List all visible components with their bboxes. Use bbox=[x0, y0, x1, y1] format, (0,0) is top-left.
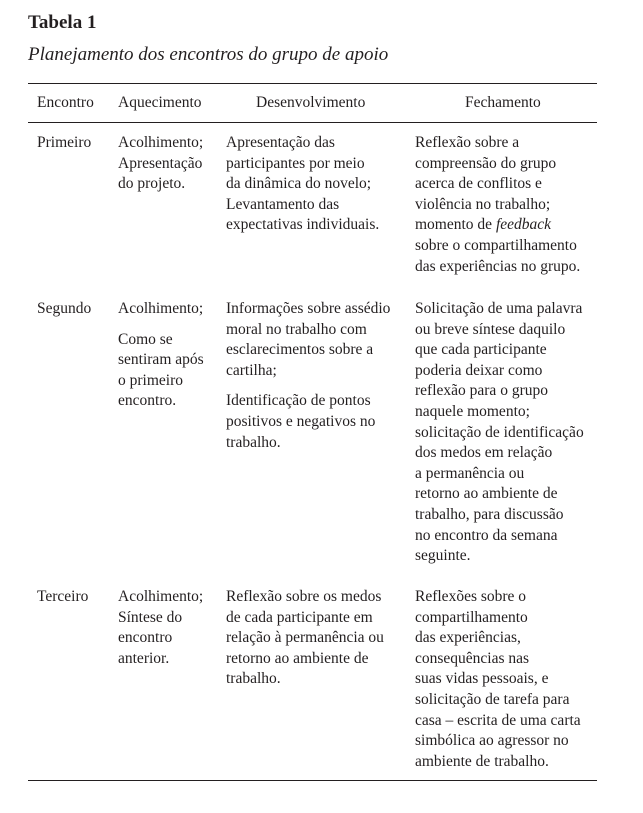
table-label: Tabela 1 bbox=[28, 12, 97, 33]
cell-fechamento: Solicitação de uma palavra ou breve síntese daquilo que cada participante poderia deixar como reflexão para o grupo naquele momento; solicitação de identificação dos medos em relação a permanência ou retorno ao ambiente de trabalho, para discussão no encontro da semana seguinte. bbox=[415, 300, 584, 565]
cell-desenvolvimento bbox=[226, 587, 384, 700]
cell-paragraph: Acolhimento; Síntese do encontro anterior. bbox=[118, 588, 204, 667]
cell-aquecimento bbox=[118, 587, 203, 679]
header-aquecimento: Aquecimento bbox=[118, 94, 202, 111]
cell-paragraph: Reflexão sobre os medos de cada participante em relação à permanência ou retorno ao ambiente de trabalho. bbox=[226, 588, 384, 688]
bottom-rule bbox=[28, 780, 597, 781]
cell-encontro: Segundo bbox=[37, 300, 92, 317]
cell-paragraph: Acolhimento; Apresentação do projeto. bbox=[118, 134, 204, 193]
cell-encontro: Primeiro bbox=[37, 134, 92, 151]
italic-term: feedback bbox=[495, 216, 552, 234]
table-caption: Planejamento dos encontros do grupo de apoio bbox=[28, 44, 389, 65]
text: sobre o compartilhamento das experiências no grupo. bbox=[415, 236, 581, 275]
cell-desenvolvimento bbox=[226, 133, 379, 246]
cell-aquecimento bbox=[118, 133, 203, 205]
cell-desenvolvimento bbox=[226, 299, 390, 463]
cell-encontro: Terceiro bbox=[37, 588, 89, 605]
header-fechamento: Fechamento bbox=[465, 94, 541, 111]
cell-paragraph: Informações sobre assédio moral no trabalho com esclarecimentos sobre a cartilha; bbox=[226, 300, 391, 379]
cell-paragraph: Apresentação das participantes por meio da dinâmica do novelo; Levantamento das expectativas individuais. bbox=[226, 134, 380, 234]
cell-paragraph: Identificação de pontos positivos e negativos no trabalho. bbox=[226, 392, 376, 451]
cell-fechamento: Reflexões sobre o compartilhamento das experiências, consequências nas suas vidas pessoais, e solicitação de tarefa para casa – escrita de uma carta simbólica ao agressor no ambiente de trabalho. bbox=[415, 588, 581, 770]
cell-paragraph: Como se sentiram após o primeiro encontro. bbox=[118, 330, 204, 410]
cell-paragraph: Acolhimento; bbox=[118, 300, 204, 317]
header-encontro: Encontro bbox=[37, 94, 94, 111]
text: Reflexão sobre a compreensão do grupo acerca de conflitos e violência no trabalho; momento de bbox=[415, 134, 557, 234]
cell-aquecimento bbox=[118, 299, 204, 422]
header-rule bbox=[28, 122, 597, 123]
header-desenvolvimento: Desenvolvimento bbox=[256, 94, 366, 111]
cell-fechamento bbox=[415, 133, 580, 277]
top-rule bbox=[28, 83, 597, 84]
